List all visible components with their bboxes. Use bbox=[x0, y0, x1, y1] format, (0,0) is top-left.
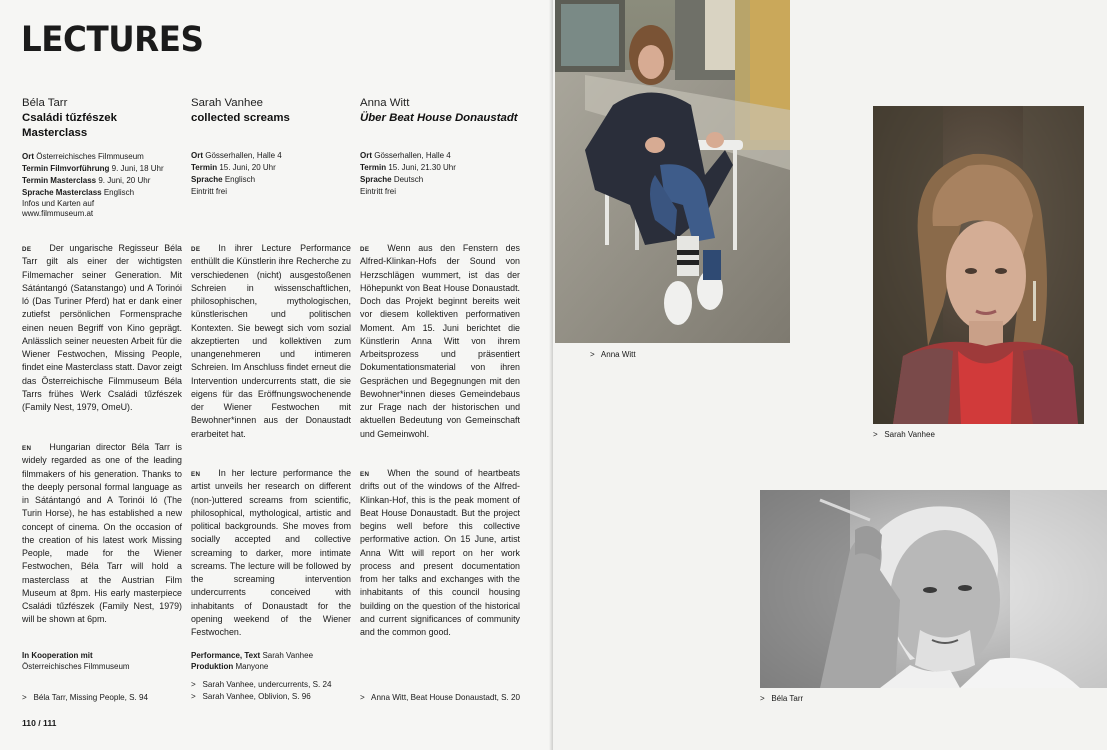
cross-reference[interactable]: > Sarah Vanhee, Oblivion, S. 96 bbox=[191, 691, 311, 701]
work-title: Családi tűzfészek bbox=[22, 111, 117, 124]
event-info bbox=[191, 150, 351, 198]
info-line: Eintritt frei bbox=[360, 186, 397, 196]
photo-anna-witt bbox=[555, 0, 790, 343]
language-tag: EN bbox=[22, 445, 32, 452]
info-line: Ort Österreichisches Filmmuseum bbox=[22, 152, 144, 162]
photo-bela-tarr bbox=[760, 490, 1107, 688]
info-line: Ort Gösserhallen, Halle 4 bbox=[360, 150, 451, 160]
event-info bbox=[360, 150, 520, 198]
language-tag: EN bbox=[360, 471, 370, 478]
language-tag: EN bbox=[191, 471, 201, 478]
english-text-anna-witt: EN When the sound of heartbeats drifts out of the windows of the Alfred-Klinkan-Hof, this is the peak moment of Beat House Donaustadt. But the project begins well before this collective performative action. On 15 June, artist Anna Witt will report on her work process and present documentation from her talks and exchanges with the inhabitants of this council housing building on the question of the historical and current significances of community and the common good. bbox=[360, 468, 520, 638]
photo-sarah-vanhee bbox=[873, 106, 1084, 424]
left-page bbox=[0, 0, 553, 750]
german-text-sarah-vanhee: DE In ihrer Lecture Performance enthüllt die Künstlerin ihre Recherche zu verschiedenen (nicht) ausgestoßenen Schreien in wissenschaftlichen, philosophischen, mythologischen, künstlerischen und politischen Kontexten. Sie bewegt sich vom sozial akzeptierten und kollektiven zum unangenehmeren und intimeren Schreien. Im Anschluss findet erneut die Intervention undercurrents statt, die sie eigens für das Eröffnungswochenende der Wiener Festwochen mit Bewohner*innen aus der Donaustadt erarbeitet hat. bbox=[191, 243, 351, 439]
column-bela-tarr bbox=[22, 96, 182, 219]
column-anna-witt bbox=[360, 96, 520, 198]
cross-reference[interactable]: > Sarah Vanhee, undercurrents, S. 24 bbox=[191, 680, 332, 689]
lecturer-name: Anna Witt bbox=[360, 97, 410, 109]
page-title: LECTURES bbox=[21, 20, 204, 60]
work-title: collected screams bbox=[191, 111, 290, 124]
photo-caption-bela-tarr: > Béla Tarr bbox=[760, 694, 804, 703]
right-page bbox=[553, 0, 1107, 750]
german-text-anna-witt: DE Wenn aus den Fenstern des Alfred-Klinkan-Hofs der Sound von Herzschlägen wummert, ist das der Höhepunkt von Beat House Donaustadt. Doch das Projekt beginnt bereits weit vor diesem kollektiven performativen Moment. Am 15. Juni berichtet die Künstlerin Anna Witt von ihrem Arbeitsprozess und präsentiert Dokumentationsmaterial von ihren Gesprächen und Begegnungen mit den Bewohner*innen dieses Gemeindebaus zur Frage nach der historischen und aktuellen Bedeutung von Gemeinschaft und Gemeinwohl. bbox=[360, 243, 520, 439]
cross-reference-list bbox=[191, 679, 331, 702]
info-line: Ort Gösserhallen, Halle 4 bbox=[191, 150, 282, 160]
language-tag: DE bbox=[360, 246, 370, 253]
language-tag: DE bbox=[22, 246, 32, 253]
info-line: Termin 15. Juni, 20 Uhr bbox=[191, 162, 276, 172]
work-subtitle: Masterclass bbox=[22, 126, 88, 139]
cross-reference[interactable]: > Béla Tarr, Missing People, S. 94 bbox=[22, 693, 149, 702]
credits-sarah-vanhee: Performance, Text Sarah Vanhee Produktion Manyone bbox=[191, 651, 314, 672]
lecturer-name: Sarah Vanhee bbox=[191, 97, 263, 109]
work-title: Über Beat House Donaustadt bbox=[360, 111, 518, 124]
photo-caption-anna-witt: > Anna Witt bbox=[590, 350, 636, 359]
credits-bela-tarr: In Kooperation mit Österreichisches Filmmuseum bbox=[22, 651, 130, 672]
column-sarah-vanhee bbox=[191, 96, 351, 198]
info-line: Infos und Karten auf bbox=[22, 199, 95, 209]
english-text-bela-tarr: EN Hungarian director Béla Tarr is widely regarded as one of the leading filmmakers of his generation. Thanks to the deeply personal formal language as in Sátántangó and A Torinói ló (The Turin Horse), he has established a new concept of cinema. On the occasion of the creation of his latest work Missing People, made for the Wiener Festwochen, Béla Tarr will hold a masterclass at the Austrian Film Museum at 8pm. His early masterpiece Családi tűzfészek (Family Nest, 1979) will be shown at 6pm. bbox=[22, 442, 182, 625]
info-line: Termin Filmvorführung 9. Juni, 18 Uhr bbox=[22, 164, 164, 174]
info-line: Termin Masterclass 9. Juni, 20 Uhr bbox=[22, 176, 151, 186]
photo-caption-sarah-vanhee: > Sarah Vanhee bbox=[873, 430, 935, 439]
page-number: 110 / 111 bbox=[22, 718, 57, 728]
info-line: Eintritt frei bbox=[191, 186, 228, 196]
info-line: Sprache Masterclass Englisch bbox=[22, 188, 135, 198]
info-line: Sprache Englisch bbox=[191, 174, 256, 184]
event-info bbox=[22, 151, 182, 219]
german-text-bela-tarr: DE Der ungarische Regisseur Béla Tarr gilt als einer der wichtigsten Filmemacher seiner Generation. Mit Sátántangó (Satanstango) und A Torinói ló (Das Turiner Pferd) hat er dank einer zutiefst persönlichen Formensprache einen neuen Begriff von Kino geprägt. Anlässlich seiner neuesten Arbeit für die Wiener Festwochen, Missing People, findet eine Masterclass statt. Davor zeigt das Österreichische Filmmuseum Béla Tarrs frühes Werk Családi tűzfészek (Family Nest, 1979, OmeU). bbox=[22, 243, 182, 413]
language-tag: DE bbox=[191, 246, 201, 253]
info-line: Sprache Deutsch bbox=[360, 174, 424, 184]
cross-reference[interactable]: > Anna Witt, Beat House Donaustadt, S. 20 bbox=[360, 693, 520, 702]
english-text-sarah-vanhee: EN In her lecture performance the artist unveils her research on different (non-)uttered screams from scientific, philosophical, mythological, artistic and political backgrounds. She moves from socially accepted and collective screaming to darker, more intimate screams. The lecture will be followed by the screaming intervention undercurrents conceived with inhabitants of Donaustadt for the opening weekend of the Wiener Festwochen. bbox=[191, 468, 351, 638]
website-link[interactable]: www.filmmuseum.at bbox=[22, 209, 94, 219]
lecturer-name: Béla Tarr bbox=[22, 97, 68, 109]
info-line: Termin 15. Juni, 21.30 Uhr bbox=[360, 162, 456, 172]
